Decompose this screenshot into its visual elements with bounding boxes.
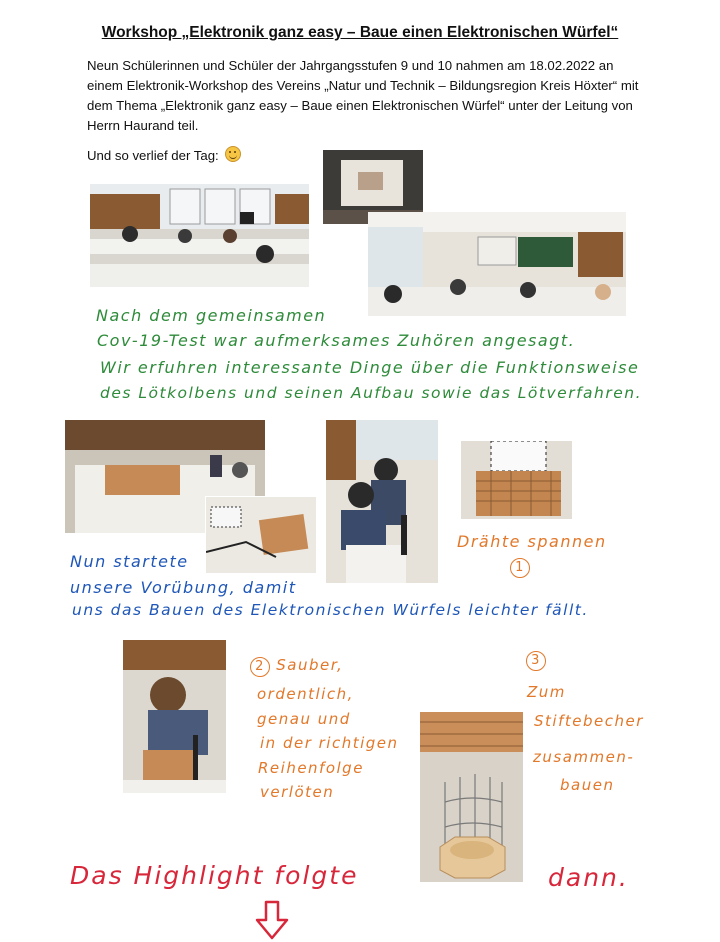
- photo-classroom-students: [90, 184, 309, 287]
- note-practice-line-3: uns das Bauen des Elektronischen Würfels leichter fällt.: [72, 601, 589, 619]
- photo-wire-grid-board: [461, 441, 572, 519]
- photo-pen-holder: [420, 712, 523, 882]
- step2-line-3: genau und: [257, 710, 351, 728]
- photo-students-soldering: [326, 420, 438, 583]
- photo-lecture-room: [368, 212, 626, 316]
- step1-number: 1: [510, 557, 530, 578]
- step3-line-1: Zum: [527, 683, 566, 701]
- note-test-line-3: Wir erfuhren interessante Dinge über die Funktionsweise: [100, 358, 640, 377]
- highlight-suffix: dann.: [548, 863, 629, 892]
- note-practice-line-2: unsere Vorübung, damit: [70, 578, 297, 597]
- step2-line-6: verlöten: [260, 783, 335, 801]
- step3-line-3: zusammen-: [533, 748, 635, 766]
- step1-label: Drähte spannen: [457, 532, 607, 551]
- intro-paragraph: Neun Schülerinnen und Schüler der Jahrgangsstufen 9 und 10 nahmen am 18.02.2022 an einem Elektronik-Workshop des Vereins „Natur und Technik – Bildungsregion Kreis Höxter“ mit dem Thema „Elektronik ganz easy – Baue einen Elektronischen Würfel“ unter der Leitung von Herrn Haurand teil.: [87, 58, 639, 133]
- highlight-text: Das Highlight folgte: [70, 861, 359, 890]
- photo-student-soldering-close: [123, 640, 226, 793]
- step2-line-4: in der richtigen: [260, 734, 399, 752]
- step2-number: 2: [250, 657, 270, 677]
- step3-line-4: bauen: [560, 776, 615, 794]
- page-title: Workshop „Elektronik ganz easy – Baue einen Elektronischen Würfel“: [101, 24, 619, 41]
- note-test-line-4: des Lötkolbens und seinen Aufbau sowie das Lötverfahren.: [100, 384, 643, 402]
- note-test-line-2: Cov-19-Test war aufmerksames Zuhören angesagt.: [97, 331, 576, 350]
- note-practice-line-1: Nun startete: [70, 552, 189, 571]
- step2-line-1: 2 Sauber,: [250, 656, 343, 677]
- step3-number: 3: [526, 650, 546, 671]
- arrow-down-icon: [255, 900, 289, 940]
- photo-board-wires: [205, 496, 317, 574]
- step2-line-2: ordentlich,: [257, 685, 354, 703]
- step3-line-2: Stiftebecher: [534, 712, 644, 730]
- step2-line-5: Reihenfolge: [258, 759, 364, 777]
- smiley-icon: [225, 146, 241, 162]
- day-label: Und so verlief der Tag:: [87, 146, 241, 163]
- note-test-line-1: Nach dem gemeinsamen: [96, 306, 327, 325]
